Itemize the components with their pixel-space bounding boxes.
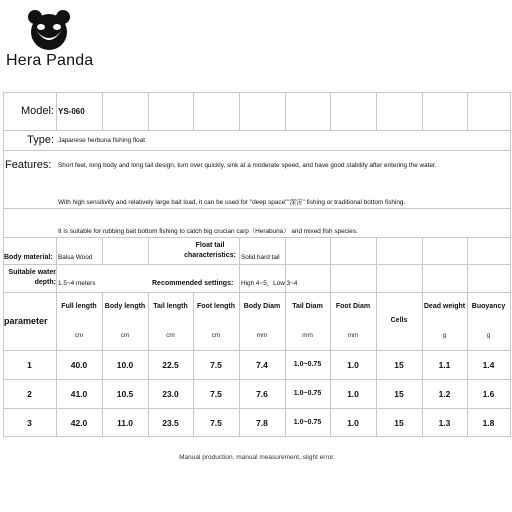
table-cell: 15	[394, 388, 404, 399]
panda-logo-icon	[26, 8, 72, 52]
table-cell: 1.1	[438, 359, 451, 370]
row-id: 1	[27, 359, 32, 370]
table-cell: 7.6	[256, 388, 268, 399]
column-unit: cm	[211, 332, 221, 339]
table-cell: 15	[394, 417, 404, 428]
table-cell: 7.4	[256, 359, 268, 370]
table-cell: 7.8	[256, 417, 268, 428]
float-tail-value: Solid hard tail	[241, 254, 280, 261]
footer-note: Manual production, manual measurement, slight error.	[179, 454, 335, 461]
table-cell: 23.0	[162, 388, 179, 399]
model-value: YS-060	[58, 106, 85, 116]
water-depth-value: 1.5~4 meters	[58, 280, 96, 287]
type-label: Type:	[27, 134, 54, 146]
body-material-value: Balsa Wood	[58, 254, 93, 261]
table-cell: 40.0	[70, 359, 88, 370]
column-unit: mm	[302, 332, 313, 339]
features-label: Features:	[5, 159, 52, 171]
features-line-3: It is suitable for rubbing bait bottom fishing to catch big crucian carp（Herabuna） and mixed fish species.	[58, 228, 358, 235]
column-header: Foot length	[196, 302, 236, 310]
table-cell: 7.5	[210, 359, 222, 370]
row-id: 3	[27, 417, 32, 428]
table-cell: 7.5	[210, 388, 222, 399]
table-cell: 15	[394, 359, 404, 370]
recommended-settings-label: Recommended settings:	[152, 280, 234, 287]
type-value: Japanese herbuna fishing float	[58, 136, 146, 144]
column-unit: g	[486, 332, 491, 339]
column-header: Dead weight	[423, 302, 466, 310]
column-header: Tail length	[153, 302, 188, 310]
features-line-2: With high sensitivity and relatively large bait load, it can be used for "deep space""深宙" fishing or traditional bottom fishing.	[58, 199, 406, 206]
column-unit: cm	[120, 332, 130, 339]
column-unit: cm	[166, 332, 175, 339]
table-cell: 10.0	[116, 359, 134, 370]
column-header: Tail Diam	[292, 302, 323, 310]
table-cell: 41.0	[70, 388, 88, 399]
table-cell: 1.0	[347, 388, 359, 399]
parameter-label: parameter	[4, 316, 48, 326]
column-header: Buoyancy	[471, 302, 506, 310]
table-cell: 1.0	[347, 417, 359, 428]
brand-name: Hera Panda	[6, 52, 94, 69]
column-header: Foot Diam	[335, 302, 371, 310]
column-unit: mm	[256, 332, 268, 339]
table-cell: 1.0~0.75	[293, 361, 322, 368]
column-unit: mm	[347, 332, 359, 339]
table-cell: 1.0~0.75	[293, 390, 322, 397]
water-depth-label: Suitable water depth:	[8, 269, 56, 286]
column-header: Body length	[104, 302, 146, 310]
table-cell: 1.4	[482, 359, 495, 370]
table-cell: 11.0	[116, 417, 134, 428]
table-cell: 1.6	[482, 388, 495, 399]
table-cell: 1.8	[482, 417, 495, 428]
table-cell: 22.5	[162, 359, 179, 370]
model-label: Model:	[20, 105, 54, 117]
row-id: 2	[27, 388, 32, 399]
column-unit: cm	[74, 332, 84, 339]
table-cell: 7.5	[210, 417, 222, 428]
table-cell: 1.2	[438, 388, 451, 399]
table-cell: 1.0	[347, 359, 359, 370]
spec-sheet	[3, 92, 511, 470]
recommended-settings-value: High 4~5，Low 3~4	[241, 280, 298, 287]
features-line-1: Short feet, long body and long tail design, turn over quickly, sink at a moderate speed, and have good stability after entering the water.	[58, 161, 437, 169]
column-unit: g	[442, 332, 447, 339]
table-cell: 42.0	[70, 417, 88, 428]
float-tail-label: Float tail characteristics:	[184, 241, 236, 259]
column-header: Body Diam	[243, 302, 281, 310]
column-header: Full length	[61, 302, 97, 310]
brand-header	[0, 0, 512, 88]
body-material-label: Body material:	[4, 254, 53, 261]
table-cell: 1.3	[438, 417, 451, 428]
column-header: Cells	[390, 317, 408, 324]
table-cell: 10.5	[116, 388, 134, 399]
table-cell: 23.5	[162, 417, 179, 428]
table-cell: 1.0~0.75	[293, 419, 322, 426]
